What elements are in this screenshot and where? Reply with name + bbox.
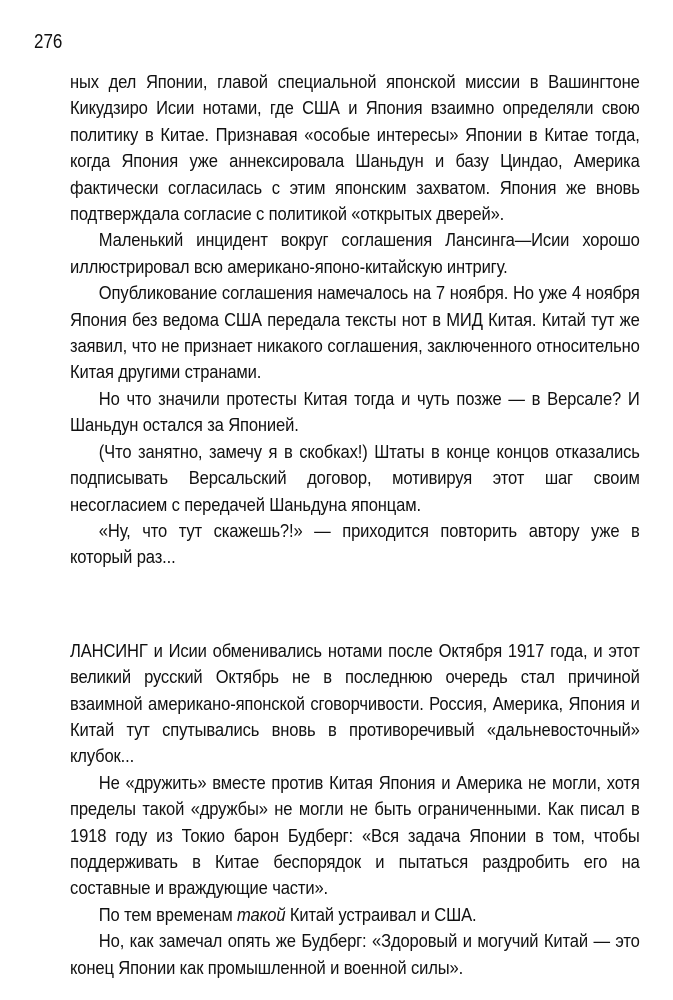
paragraph: Но что значили протесты Китая тогда и чуть позже — в Версале? И Шаньдун остался за Японией. [70, 387, 640, 436]
emphasis: такой [237, 903, 286, 925]
paragraph: ЛАНСИНГ и Исии обменивались нотами после Октября 1917 года, и этот великий русский Октябрь не в последнюю очередь стал причиной взаимной американо-японской сговорчивости. Россия, Америка, Япония и Китай тут спутывались вновь в противоречивый «дальневосточный» клубок... [70, 639, 640, 767]
paragraph: Маленький инцидент вокруг соглашения Лансинга—Исии хорошо иллюстрировал всю американо-японо-китайскую интригу. [70, 229, 640, 277]
paragraph [70, 902, 640, 928]
paragraph: Опубликование соглашения намечалось на 7 ноября. Но уже 4 ноября Япония без ведома США передала тексты нот в МИД Китая. Китай тут же заявил, что не признает никакого соглашения, заключенного относительно Китая другими странами. [70, 282, 640, 383]
paragraph: Не «дружить» вместе против Китая Япония и Америка не могли, хотя пределы такой «дружбы» не могли не быть ограниченными. Как писал в 1918 году из Токио барон Будберг: «Вся задача Японии в том, чтобы поддерживать в Китае беспорядок и пытаться раздробить его на составные и враждующие части». [70, 771, 640, 899]
paragraph: Но, как замечал опять же Будберг: «Здоровый и могучий Китай — это конец Японии как промышленной и военной силы». [70, 930, 640, 978]
page-number: 276 [34, 31, 63, 53]
paragraph: ных дел Японии, главой специальной японской миссии в Вашингтоне Кикудзиро Исии нотами, где США и Япония взаимно определяли свою политику в Китае. Признавая «особые интересы» Японии в Китае тогда, когда Япония уже аннексировала Шаньдун и базу Циндао, Америка фактически согласилась с этим японским захватом. Япония же вновь подтверждала согласие с политикой «открытых дверей». [70, 71, 640, 225]
body-text [70, 69, 670, 981]
text-run: Китай устраивал и США. [285, 903, 477, 925]
paragraph: «Ну, что тут скажешь?!» — приходится повторить автору уже в который раз... [70, 519, 640, 568]
paragraph: (Что занятно, замечу я в скобках!) Штаты в конце концов отказались подписывать Версальский договор, мотивируя этот шаг своим несогласием с передачей Шаньдуна японцам. [70, 440, 640, 515]
text-run: По тем временам [98, 903, 238, 925]
section-break [70, 571, 670, 638]
